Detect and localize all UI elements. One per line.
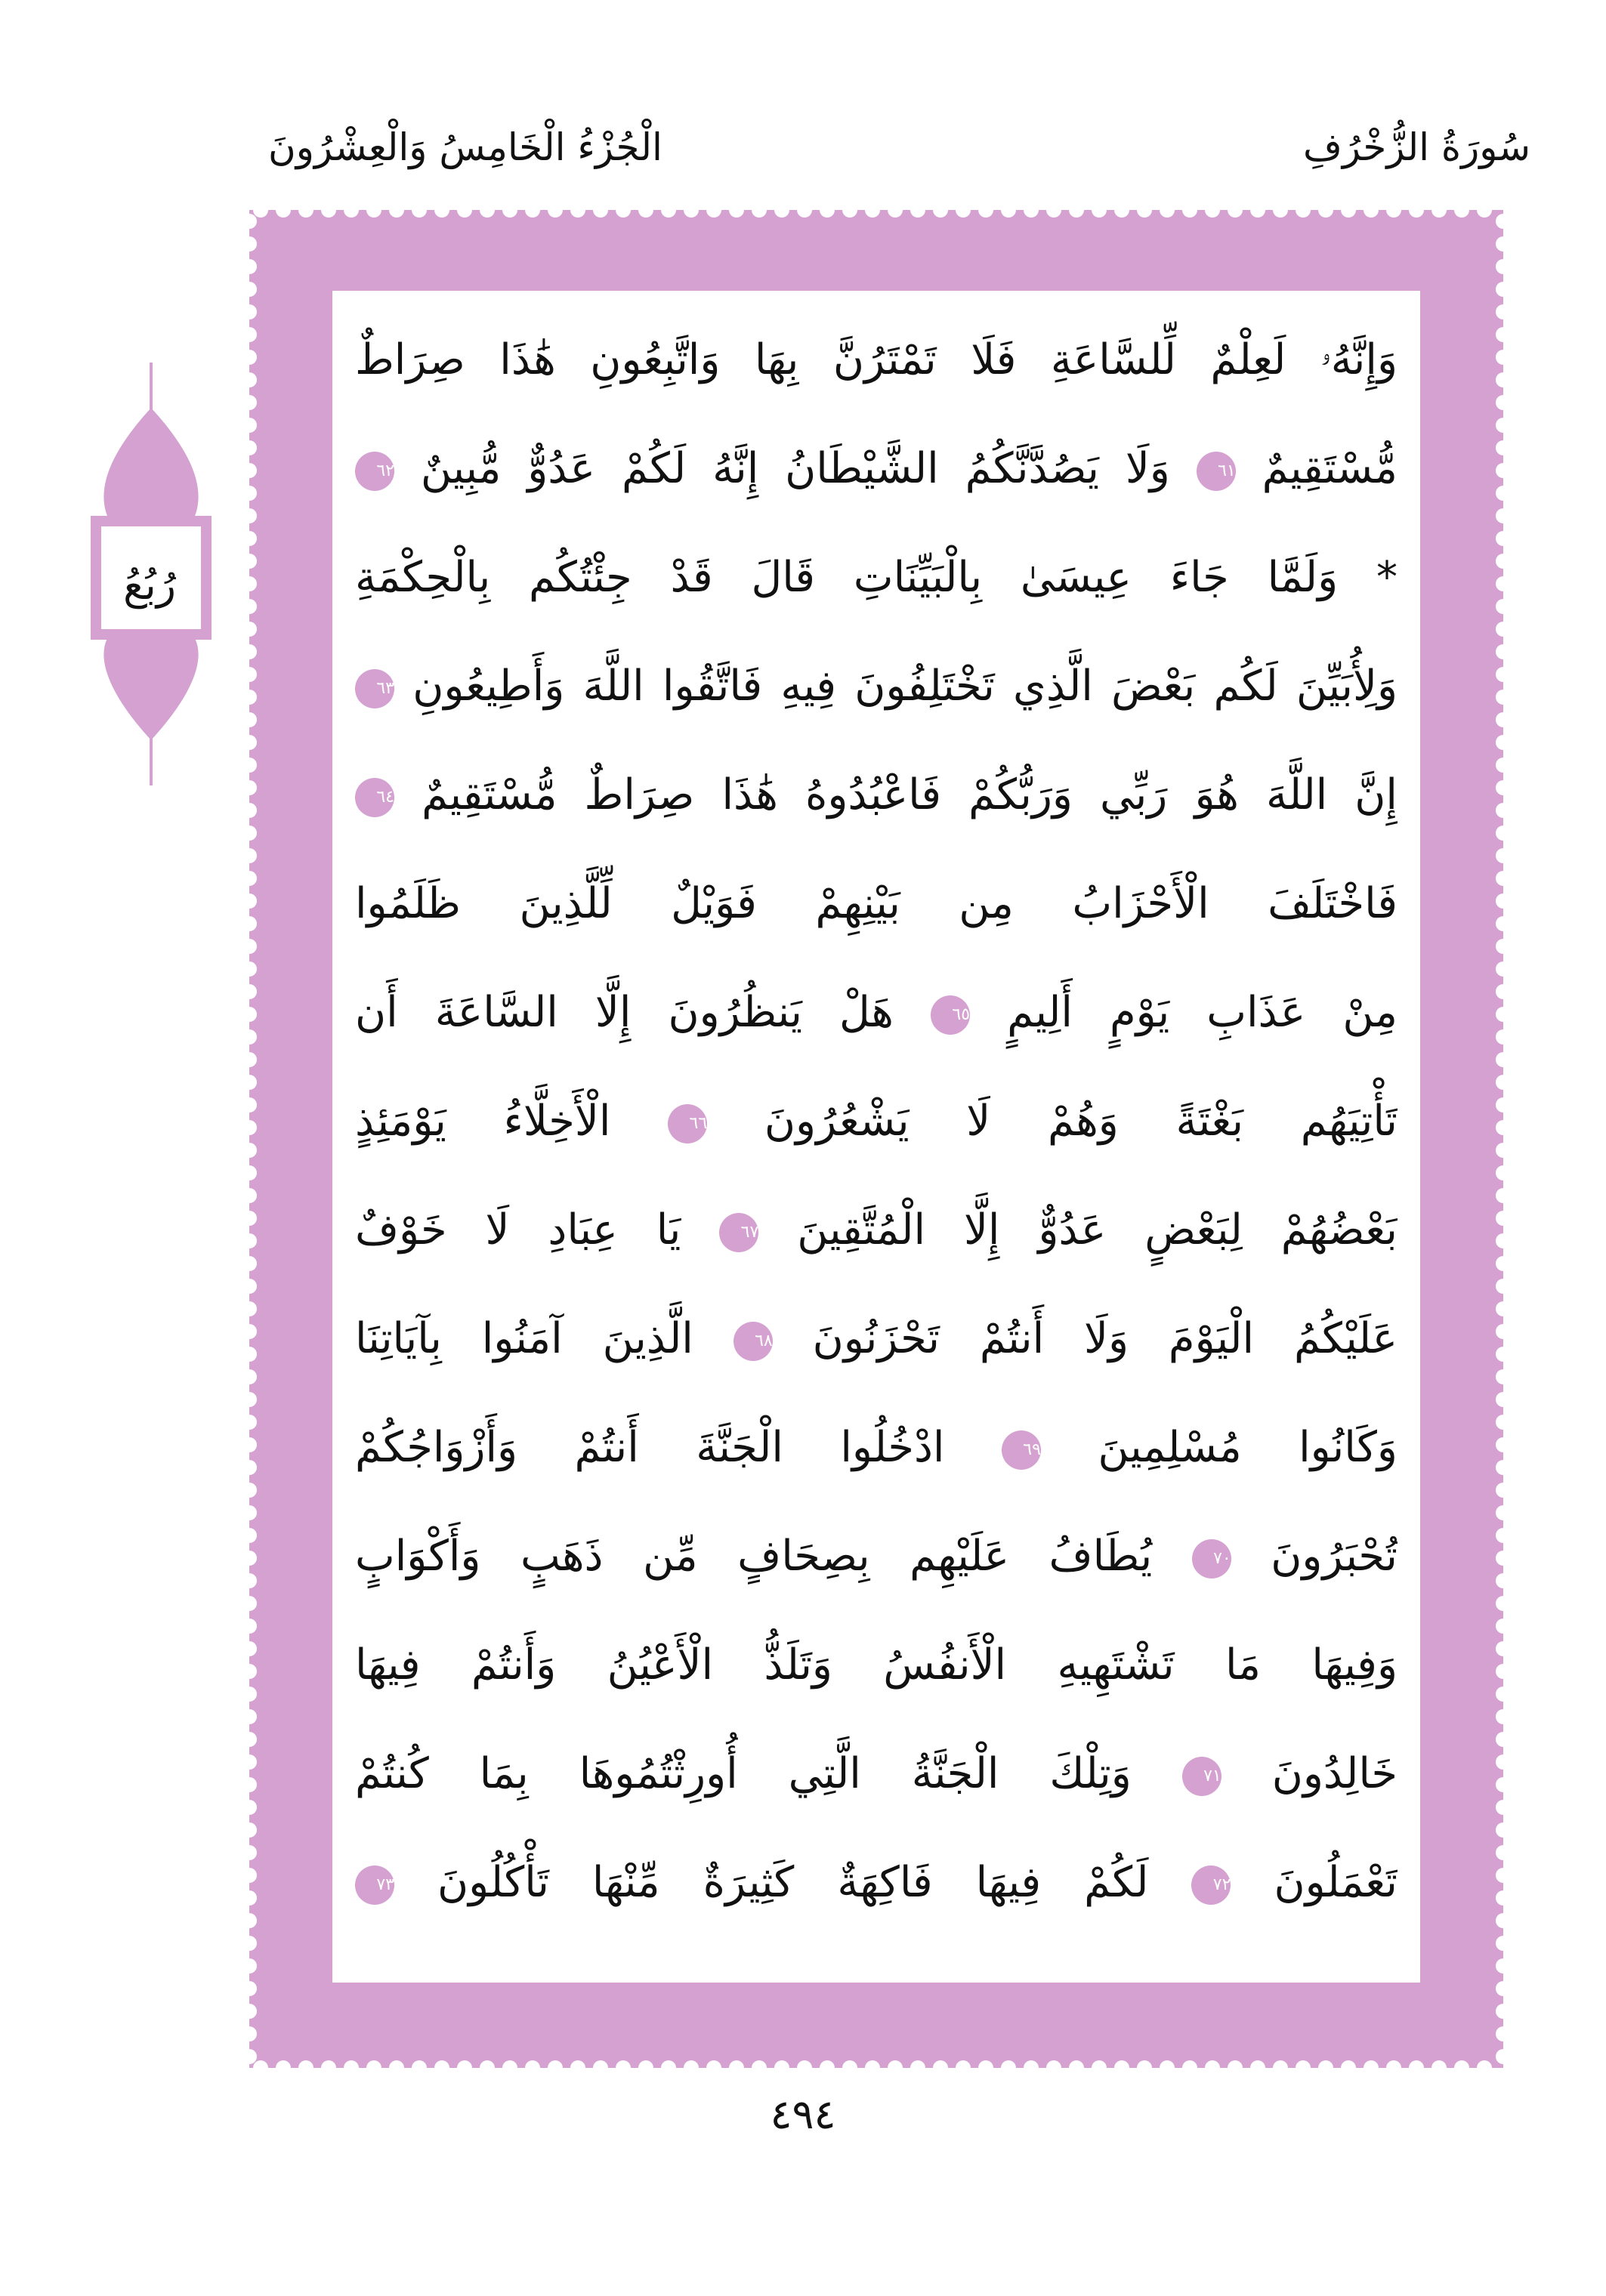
ayah-text: وَلَا يَصُدَّنَّكُمُ الشَّيْطَانُ إِنَّهُ لَكُمْ عَدُوٌّ مُّبِينٌ <box>420 444 1170 493</box>
ayah-text: وَفِيهَا مَا تَشْتَهِيهِ الْأَنفُسُ وَتَلَذُّ الْأَعْيُنُ وَأَنتُمْ فِيهَا <box>355 1640 1398 1690</box>
ayah-number-marker: ٦٦ <box>668 1104 707 1143</box>
quran-line-8 <box>355 1073 1398 1170</box>
ayah-text: تُحْبَرُونَ <box>1271 1532 1398 1581</box>
ayah-number-marker: ٦٣ <box>355 669 394 708</box>
quran-line-7 <box>355 964 1398 1061</box>
ayah-text: لَكُمْ فِيهَا فَاكِهَةٌ كَثِيرَةٌ مِّنْهَا تَأْكُلُونَ <box>437 1858 1149 1907</box>
ayah-number-marker: ٦٤ <box>355 778 394 817</box>
ayah-text: تَأْتِيَهُم بَغْتَةً وَهُمْ لَا يَشْعُرُونَ <box>764 1097 1398 1146</box>
ayah-text: * وَلَمَّا جَاءَ عِيسَىٰ بِالْبَيِّنَاتِ قَالَ قَدْ جِئْتُكُم بِالْحِكْمَةِ <box>355 553 1398 602</box>
ayah-number-marker: ٦٢ <box>355 452 394 491</box>
ayah-text: يُطَافُ عَلَيْهِم بِصِحَافٍ مِّن ذَهَبٍ وَأَكْوَابٍ <box>355 1532 1153 1581</box>
ayah-text: الَّذِينَ آمَنُوا بِآيَاتِنَا <box>355 1314 693 1363</box>
page-number: ٤٩٤ <box>770 2091 836 2138</box>
quran-line-4 <box>355 638 1398 735</box>
ayah-text: يَا عِبَادِ لَا خَوْفٌ <box>355 1205 681 1254</box>
ayah-number-marker: ٦١ <box>1197 452 1236 491</box>
ayah-text: وَكَانُوا مُسْلِمِينَ <box>1098 1423 1398 1472</box>
ayah-text: بَعْضُهُمْ لِبَعْضٍ عَدُوٌّ إِلَّا الْمُتَّقِينَ <box>797 1205 1398 1254</box>
quran-line-6 <box>355 856 1398 952</box>
ayah-number-marker: ٦٧ <box>719 1213 758 1252</box>
quran-line-10 <box>355 1291 1398 1387</box>
quran-line-3 <box>355 529 1398 626</box>
rub-label: رُبُعُ <box>123 561 176 609</box>
quran-line-9 <box>355 1182 1398 1279</box>
quran-line-2 <box>355 421 1398 517</box>
ayah-number-marker: ٦٨ <box>734 1322 773 1361</box>
ayah-text: فَاخْتَلَفَ الْأَحْزَابُ مِن بَيْنِهِمْ فَوَيْلٌ لِّلَّذِينَ ظَلَمُوا <box>355 879 1398 928</box>
ayah-text: مُّسْتَقِيمٌ <box>1262 444 1398 493</box>
header-juz-title: الْجُزْءُ الْخَامِسُ وَالْعِشْرُونَ <box>268 125 662 169</box>
ayah-text: وَتِلْكَ الْجَنَّةُ الَّتِي أُورِثْتُمُوهَا بِمَا كُنتُمْ <box>355 1749 1132 1798</box>
quran-line-14 <box>355 1726 1398 1822</box>
ayah-text: وَإِنَّهُۥ لَعِلْمٌ لِّلسَّاعَةِ فَلَا تَمْتَرُنَّ بِهَا وَاتَّبِعُونِ هَٰذَا صِرَاطٌ <box>355 335 1398 384</box>
ayah-number-marker: ٦٥ <box>931 995 970 1035</box>
text-panel <box>332 291 1420 1983</box>
ayah-text: إِنَّ اللَّهَ هُوَ رَبِّي وَرَبُّكُمْ فَاعْبُدُوهُ هَٰذَا صِرَاطٌ مُّسْتَقِيمٌ <box>422 770 1398 819</box>
ayah-text: ادْخُلُوا الْجَنَّةَ أَنتُمْ وَأَزْوَاجُكُمْ <box>355 1423 945 1472</box>
ayah-text: مِنْ عَذَابِ يَوْمٍ أَلِيمٍ <box>1007 988 1398 1037</box>
quran-line-12 <box>355 1508 1398 1605</box>
ayah-text: عَلَيْكُمُ الْيَوْمَ وَلَا أَنتُمْ تَحْزَنُونَ <box>812 1314 1398 1363</box>
ayah-number-marker: ٧٣ <box>355 1866 394 1905</box>
quran-line-5 <box>355 747 1398 844</box>
quran-line-1 <box>355 312 1398 409</box>
ayah-text: الْأَخِلَّاءُ يَوْمَئِذٍ <box>355 1097 611 1146</box>
header-surah-title: سُورَةُ الزُّخْرُفِ <box>1303 125 1531 169</box>
ayah-text: وَلِأُبَيِّنَ لَكُم بَعْضَ الَّذِي تَخْتَلِفُونَ فِيهِ فَاتَّقُوا اللَّهَ وَأَطِيعُونِ <box>412 662 1398 711</box>
ayah-text: خَالِدُونَ <box>1271 1749 1398 1798</box>
quran-line-15 <box>355 1835 1398 1931</box>
ayah-text: هَلْ يَنظُرُونَ إِلَّا السَّاعَةَ أَن <box>355 988 894 1037</box>
ayah-text: تَعْمَلُونَ <box>1274 1858 1398 1907</box>
ayah-number-marker: ٧٢ <box>1191 1866 1231 1905</box>
ayah-number-marker: ٧١ <box>1182 1757 1221 1796</box>
quran-line-13 <box>355 1617 1398 1714</box>
ayah-number-marker: ٦٩ <box>1002 1430 1041 1470</box>
ayah-number-marker: ٧٠ <box>1192 1539 1231 1578</box>
quran-line-11 <box>355 1400 1398 1496</box>
